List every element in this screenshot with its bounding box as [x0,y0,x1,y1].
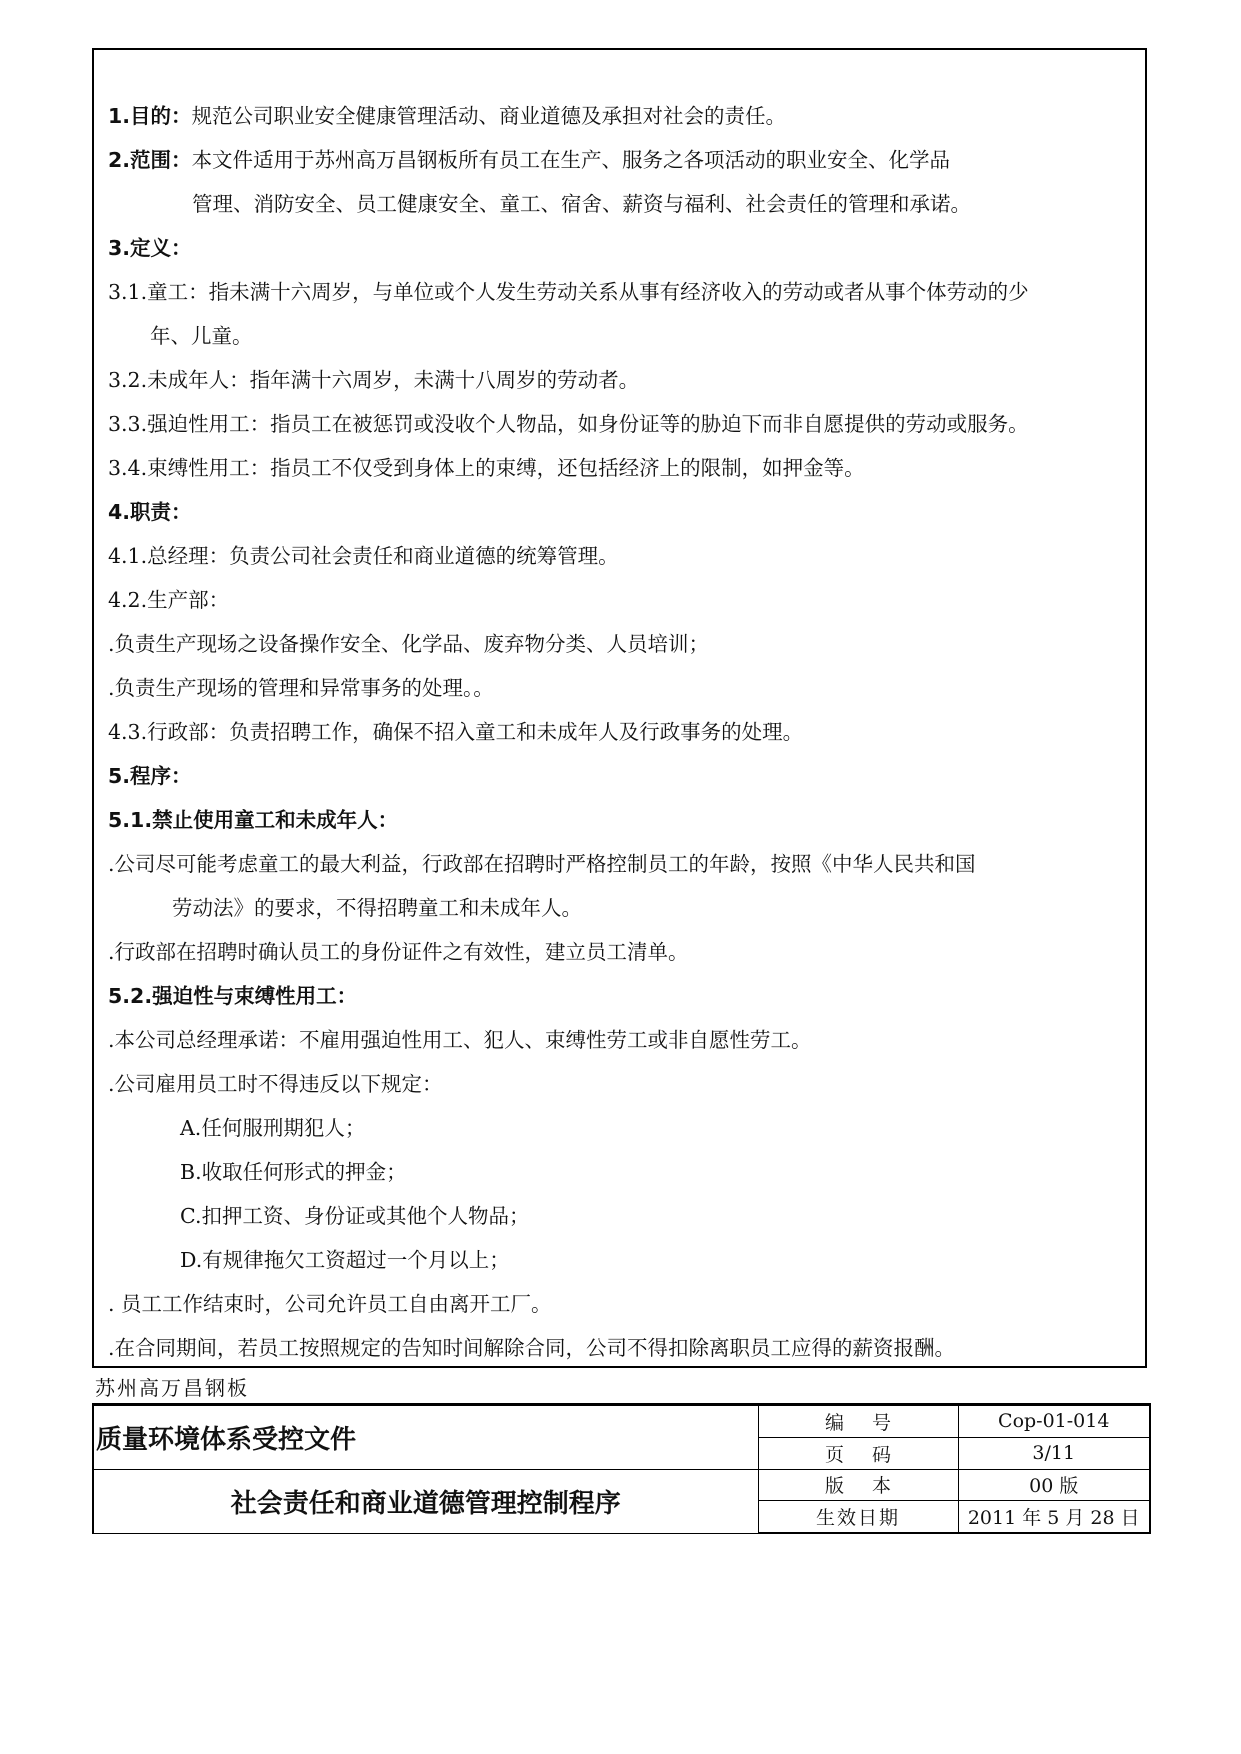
procedure-line [108,1026,812,1054]
field-value-number: Cop-01-014 [958,1405,1150,1438]
line-heading: 5.2.强迫性与束缚性用工： [108,984,358,1008]
line-text: .在合同期间，若员工按照规定的告知时间解除合同，公司不得扣除离职员工应得的薪资报酬。 [108,1336,956,1360]
definition-line-cont [150,322,253,350]
line-text: D.有规律拖欠工资超过一个月以上； [180,1248,510,1272]
definition-line [108,454,865,482]
duty-line [108,586,229,614]
line-text: .行政部在招聘时确认员工的身份证件之有效性，建立员工清单。 [108,940,689,964]
line-heading: 1.目的： [108,104,192,128]
line-heading: 4.职责： [108,500,192,524]
doc-title: 社会责任和商业道德管理控制程序 [93,1469,758,1533]
line-text: B.收取任何形式的押金； [180,1160,407,1184]
line-heading: 2.范围： [108,148,192,172]
procedure-line [108,850,976,878]
duty-line [108,630,709,658]
definition-line [108,366,639,394]
field-label-effective-date: 生效日期 [758,1501,958,1533]
company-name: 苏州高万昌钢板 [95,1376,249,1400]
definition-line [108,410,1029,438]
document-body [92,48,1147,1368]
line-text: .公司雇用员工时不得违反以下规定： [108,1072,443,1096]
subsection-heading [108,806,398,834]
rule-item [180,1114,365,1142]
line-text: 3.4.束缚性用工：指员工不仅受到身体上的束缚，还包括经济上的限制，如押金等。 [108,456,865,480]
subsection-heading [108,982,357,1010]
line-text: 年、儿童。 [150,324,253,348]
line-text: C.扣押工资、身份证或其他个人物品； [180,1204,530,1228]
rule-item [180,1246,510,1274]
scope-line [108,146,950,174]
line-text: A.任何服刑期犯人； [180,1116,366,1140]
procedure-line [108,938,689,966]
procedure-line [108,1334,955,1362]
line-text: 4.3.行政部：负责招聘工作，确保不招入童工和未成年人及行政事务的处理。 [108,720,804,744]
line-text: .公司尽可能考虑童工的最大利益，行政部在招聘时严格控制员工的年龄，按照《中华人民共和国 [108,852,976,876]
field-value-page: 3/11 [958,1437,1150,1469]
line-text: 劳动法》的要求，不得招聘童工和未成年人。 [172,896,582,920]
duty-line [108,718,803,746]
procedure-line-cont [172,894,582,922]
line-text: .本公司总经理承诺：不雇用强迫性用工、犯人、束缚性劳工或非自愿性劳工。 [108,1028,812,1052]
scope-line-cont [192,190,971,218]
line-text: 管理、消防安全、员工健康安全、童工、宿舍、薪资与福利、社会责任的管理和承诺。 [192,192,971,216]
line-text: 本文件适用于苏州高万昌钢板所有员工在生产、服务之各项活动的职业安全、化学品 [191,148,951,172]
line-text: 3.1.童工：指未满十六周岁，与单位或个人发生劳动关系从事有经济收入的劳动或者从事个体劳动的少 [108,280,1029,304]
line-heading: 5.1.禁止使用童工和未成年人： [108,808,399,832]
doc-type: 质量环境体系受控文件 [93,1405,758,1470]
document-footer-table [92,1403,1151,1534]
section-heading [108,234,192,262]
definition-line [108,278,1029,306]
rule-item [180,1158,407,1186]
line-text: 3.2.未成年人：指年满十六周岁，未满十八周岁的劳动者。 [108,368,640,392]
section-heading [108,498,192,526]
line-heading: 5.程序： [108,764,192,788]
procedure-line [108,1070,443,1098]
duty-line [108,542,619,570]
field-label-number: 编号 [758,1405,958,1438]
field-value-effective-date: 2011 年 5 月 28 日 [958,1501,1150,1533]
line-text: . 员工工作结束时，公司允许员工自由离开工厂。 [108,1292,552,1316]
line-text: .负责生产现场之设备操作安全、化学品、废弃物分类、人员培训； [108,632,710,656]
line-text: 4.1.总经理：负责公司社会责任和商业道德的统筹管理。 [108,544,619,568]
procedure-line [108,1290,552,1318]
purpose-line [108,102,786,130]
line-text: 规范公司职业安全健康管理活动、商业道德及承担对社会的责任。 [191,104,787,128]
section-heading [108,762,192,790]
line-text: 3.3.强迫性用工：指员工在被惩罚或没收个人物品，如身份证等的胁迫下而非自愿提供的劳动或服务。 [108,412,1029,436]
line-text: 4.2.生产部： [108,588,230,612]
field-label-page: 页码 [758,1437,958,1469]
field-value-version: 00 版 [958,1469,1150,1501]
field-label-version: 版本 [758,1469,958,1501]
line-heading: 3.定义： [108,236,192,260]
duty-line [108,674,494,702]
rule-item [180,1202,529,1230]
line-text: .负责生产现场的管理和异常事务的处理。。 [108,676,494,700]
